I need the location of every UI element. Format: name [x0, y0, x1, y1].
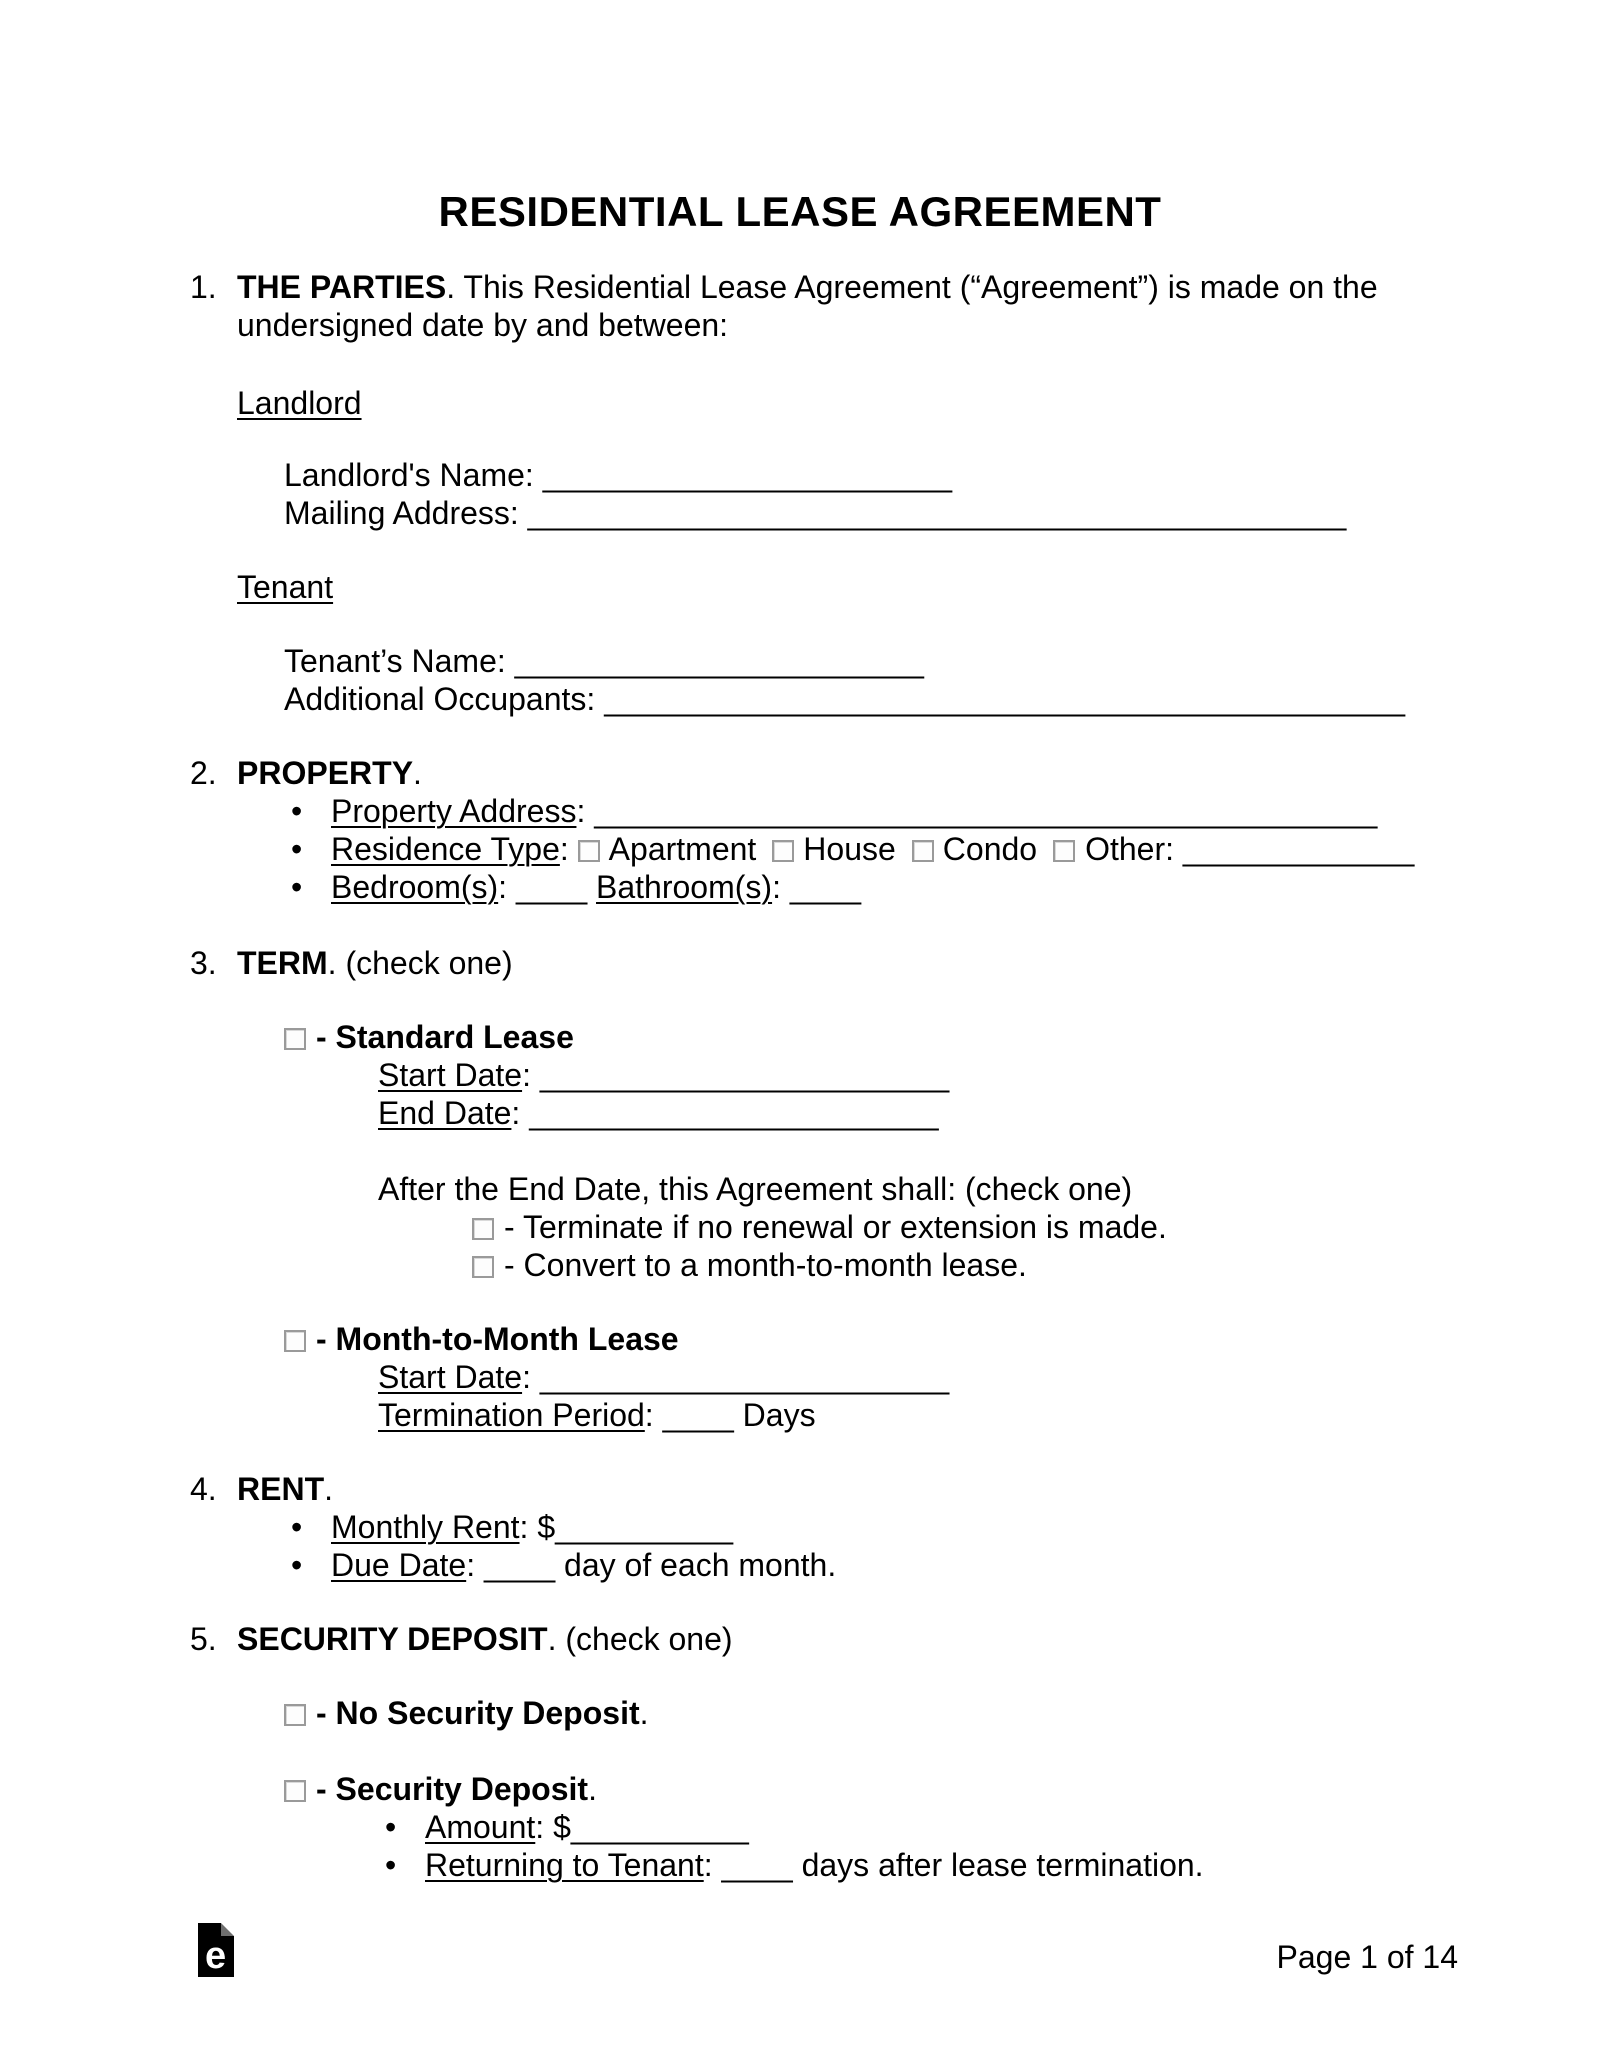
field-label: Landlord's Name:	[284, 457, 534, 493]
field-label: Additional Occupants:	[284, 681, 596, 717]
bullet-icon: •	[291, 869, 303, 905]
checkbox-icon[interactable]	[284, 1704, 306, 1726]
bullet-icon: •	[291, 1547, 303, 1583]
field-suffix: days after lease termination.	[792, 1847, 1204, 1883]
residence-option-apartment	[578, 831, 757, 867]
field-label: Returning to Tenant	[425, 1847, 704, 1883]
section-number: 5.	[190, 1621, 217, 1657]
standard-start-date-field	[378, 1056, 949, 1094]
residence-option-condo	[912, 831, 1037, 867]
standard-end-date-field	[378, 1094, 939, 1132]
option-period: .	[639, 1695, 649, 1731]
field-label: Start Date	[378, 1359, 523, 1395]
field-label: End Date	[378, 1095, 512, 1131]
option-title: - Standard Lease	[316, 1019, 574, 1055]
mtm-start-date-field	[378, 1358, 949, 1396]
blank-line[interactable]: ______________________________________________	[518, 495, 1347, 531]
checkbox-icon[interactable]	[578, 840, 600, 862]
section-1-number	[190, 268, 217, 306]
checkbox-icon[interactable]	[912, 840, 934, 862]
section-number: 4.	[190, 1471, 217, 1507]
bedroom-bathroom-item	[284, 868, 861, 906]
label-colon: :	[703, 1847, 713, 1883]
convert-option	[472, 1246, 1027, 1284]
section-intro-text: . This Residential Lease Agreement (“Agreement”) is made on the undersigned date by and between:	[237, 269, 1378, 343]
section-heading-note: . (check one)	[327, 945, 513, 981]
checkbox-icon[interactable]	[472, 1256, 494, 1278]
blank-line[interactable]: _______________________	[530, 1057, 950, 1093]
section-heading: SECURITY DEPOSIT	[237, 1621, 548, 1657]
section-heading-note: . (check one)	[547, 1621, 733, 1657]
label-colon: :	[511, 1095, 521, 1131]
label-colon: :	[498, 869, 508, 905]
bullet-icon: •	[385, 1809, 397, 1845]
bullet-icon: •	[385, 1847, 397, 1883]
option-label: House	[803, 831, 896, 867]
blank-line[interactable]: ____	[712, 1847, 793, 1883]
field-label: Monthly Rent	[331, 1509, 520, 1545]
residence-option-house	[772, 831, 896, 867]
blank-line[interactable]: _____________	[1174, 831, 1415, 867]
field-label: Mailing Address:	[284, 495, 519, 531]
label-colon: :	[559, 831, 569, 867]
property-address-item	[284, 792, 1377, 830]
checkbox-icon[interactable]	[1053, 840, 1075, 862]
page-number: Page 1 of 14	[1276, 1939, 1458, 1975]
bullet-icon: •	[291, 793, 303, 829]
checkbox-icon[interactable]	[284, 1330, 306, 1352]
section-number: 2.	[190, 755, 217, 791]
due-date-item	[284, 1546, 836, 1584]
label-colon: :	[576, 793, 586, 829]
option-label: - Terminate if no renewal or extension is made.	[504, 1209, 1167, 1245]
section-2-heading-row	[190, 754, 422, 792]
logo-letter: e	[205, 1935, 227, 1977]
standard-lease-option	[284, 1018, 574, 1056]
section-heading: PROPERTY	[237, 755, 414, 791]
option-title: - Month-to-Month Lease	[316, 1321, 679, 1357]
document-icon	[198, 1923, 234, 1977]
label-colon: : $	[535, 1809, 571, 1845]
terminate-option	[472, 1208, 1167, 1246]
month-to-month-option	[284, 1320, 679, 1358]
blank-line[interactable]: _______________________	[530, 1359, 950, 1395]
field-label: Property Address	[331, 793, 577, 829]
blank-line[interactable]: __________	[555, 1509, 734, 1545]
no-security-deposit-option	[284, 1694, 649, 1732]
section-heading: RENT	[237, 1471, 325, 1507]
blank-line[interactable]: ____	[653, 1397, 734, 1433]
label-colon: :	[644, 1397, 654, 1433]
blank-line[interactable]: _____________________________________________	[595, 681, 1406, 717]
monthly-rent-item	[284, 1508, 733, 1546]
option-label: - Convert to a month-to-month lease.	[504, 1247, 1027, 1283]
blank-line[interactable]: ____	[780, 869, 862, 905]
page-title: RESIDENTIAL LEASE AGREEMENT	[438, 188, 1162, 235]
label-colon: :	[522, 1057, 531, 1093]
option-label: Other:	[1085, 831, 1175, 867]
section-4-heading-row	[190, 1470, 333, 1508]
label-colon: : $	[519, 1509, 556, 1545]
residence-option-other	[1053, 831, 1174, 867]
field-label: Due Date	[331, 1547, 467, 1583]
label-colon: :	[466, 1547, 476, 1583]
eforms-logo	[198, 1923, 234, 1982]
label-colon: :	[772, 869, 781, 905]
returning-to-tenant-item	[378, 1846, 1204, 1884]
field-label: Start Date	[378, 1057, 523, 1093]
checkbox-icon[interactable]	[284, 1028, 306, 1050]
option-period: .	[588, 1771, 597, 1807]
field-label: Bathroom(s)	[596, 869, 773, 905]
bullet-icon: •	[291, 1509, 303, 1545]
mailing-address-field	[284, 494, 1346, 532]
blank-line[interactable]: ____	[475, 1547, 556, 1583]
bullet-icon: •	[291, 831, 303, 867]
security-deposit-option	[284, 1770, 597, 1808]
field-label: Bedroom(s)	[331, 869, 499, 905]
field-suffix: Days	[733, 1397, 816, 1433]
deposit-amount-item	[378, 1808, 749, 1846]
additional-occupants-field	[284, 680, 1405, 718]
blank-line[interactable]: _______________________	[533, 457, 953, 493]
landlord-heading: Landlord	[237, 385, 362, 421]
blank-line[interactable]: __________	[570, 1809, 749, 1845]
section-heading: TERM	[237, 945, 328, 981]
checkbox-icon[interactable]	[284, 1780, 306, 1802]
residence-type-item	[284, 830, 1414, 868]
field-suffix: day of each month.	[555, 1547, 837, 1583]
option-title: - No Security Deposit	[316, 1695, 640, 1731]
landlord-name-field	[284, 456, 952, 494]
section-5-heading-row	[190, 1620, 733, 1658]
tenant-heading: Tenant	[237, 569, 334, 605]
blank-line[interactable]: _______________________	[505, 643, 924, 679]
field-label: Termination Period	[378, 1397, 645, 1433]
blank-line[interactable]: _______________________	[520, 1095, 939, 1131]
label-colon: :	[522, 1359, 531, 1395]
blank-line[interactable]: ____	[507, 869, 597, 905]
option-label: Condo	[942, 831, 1038, 867]
tenant-name-field	[284, 642, 924, 680]
checkbox-icon[interactable]	[772, 840, 794, 862]
section-heading-period: .	[413, 755, 422, 791]
after-end-date-text: After the End Date, this Agreement shall: (check one)	[378, 1171, 1133, 1207]
option-title: - Security Deposit	[316, 1771, 589, 1807]
section-heading-period: .	[324, 1471, 333, 1507]
section-heading: THE PARTIES	[237, 269, 447, 305]
option-label: Apartment	[608, 831, 757, 867]
field-label: Tenant’s Name:	[284, 643, 506, 679]
checkbox-icon[interactable]	[472, 1218, 494, 1240]
section-3-heading-row	[190, 944, 513, 982]
termination-period-field	[378, 1396, 816, 1434]
section-number: 1.	[190, 269, 217, 305]
section-1-intro	[237, 268, 1427, 344]
section-number: 3.	[190, 945, 217, 981]
field-label: Residence Type	[331, 831, 560, 867]
blank-line[interactable]: ____________________________________________	[585, 793, 1378, 829]
field-label: Amount	[425, 1809, 536, 1845]
